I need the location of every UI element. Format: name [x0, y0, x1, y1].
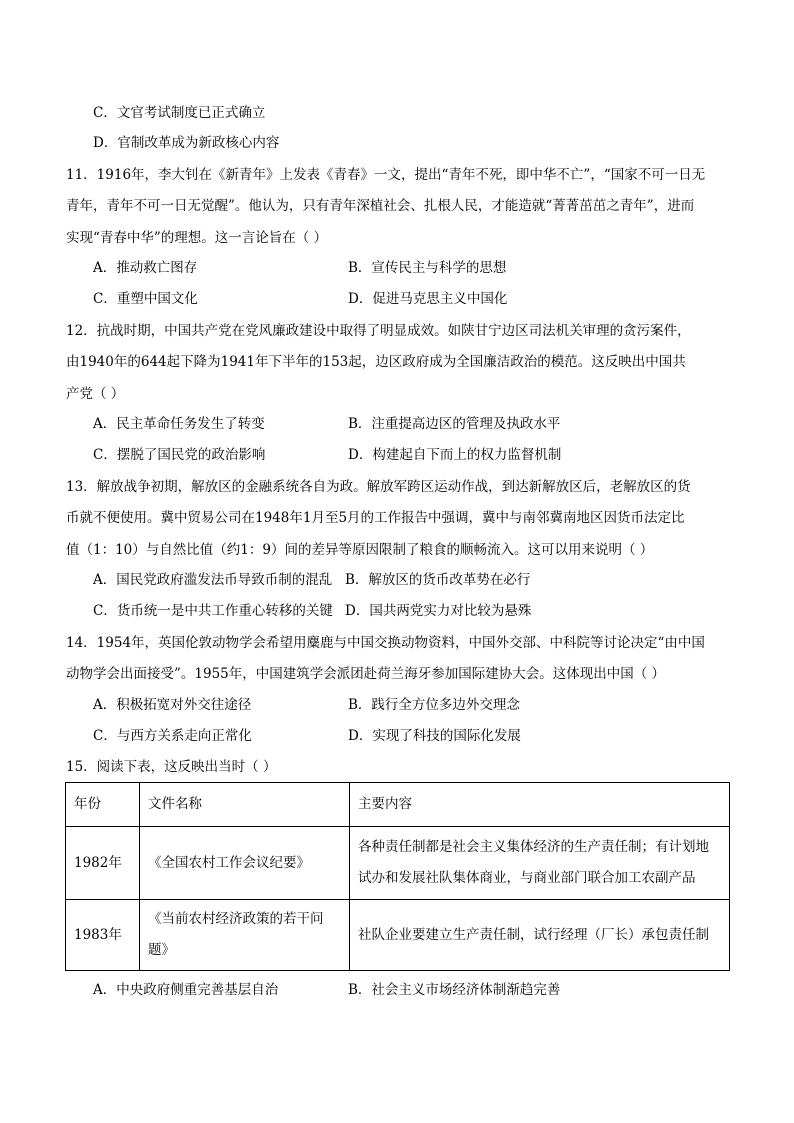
q12-stem-line2: 由1940年的644起下降为1941年下半年的153起，边区政府成为全国廉洁政治的模范。这反映出中国共: [66, 354, 686, 370]
q14-option-a: A．积极拓宽对外交往途径: [93, 697, 252, 713]
q11-stem-line3: 实现“青春中华”的理想。这一言论旨在（ ）: [66, 230, 328, 246]
q11-option-d: D．促进马克思主义中国化: [348, 291, 508, 307]
q12-option-d: D．构建起自下而上的权力监督机制: [348, 447, 562, 463]
cell-content: 各种责任制都是社会主义集体经济的生产责任制；有计划地试办和发展社队集体商业，与商业部门联合加工农副产品: [350, 827, 730, 900]
q12-stem-line3: 产党（ ）: [66, 386, 125, 402]
q13-option-c: C．货币统一是中共工作重心转移的关键: [93, 603, 333, 619]
q13-stem-line3: 值（1：10）与自然比值（约1：9）间的差异等原因限制了粮食的顺畅流入。这可以用来说明（ ）: [66, 542, 654, 558]
q10-option-c: C．文官考试制度已正式确立: [93, 105, 266, 121]
header-year: 年份: [66, 783, 140, 827]
header-content: 主要内容: [350, 783, 730, 827]
cell-doc: 《当前农村经济政策的若干问题》: [140, 900, 350, 971]
cell-content: 社队企业要建立生产责任制，试行经理（厂长）承包责任制: [350, 900, 730, 971]
header-doc: 文件名称: [140, 783, 350, 827]
table-row: [66, 827, 730, 900]
table-header-row: [66, 783, 730, 827]
q13-option-d: D．国共两党实力对比较为悬殊: [345, 603, 532, 619]
q11-stem-line1: 11．1916年，李大钊在《新青年》上发表《青春》一文，提出“青年不死，即中华不亡”，“国家不可一日无: [66, 167, 706, 183]
q13-stem-line2: 币就不便使用。冀中贸易公司在1948年1月至5月的工作报告中强调，冀中与南邻冀南地区因货币法定比: [66, 510, 685, 526]
q11-stem-line2: 青年，青年不可一日无觉醒”。他认为，只有青年深植社会、扎根人民，才能造就“菁菁茁茁之青年”，进而: [66, 198, 695, 214]
q12-option-b: B．注重提高边区的管理及执政水平: [348, 416, 561, 432]
q13-option-a: A．国民党政府滥发法币导致币制的混乱: [93, 572, 333, 588]
q12-option-a: A．民主革命任务发生了转变: [93, 416, 265, 432]
q15-table: [65, 782, 730, 971]
q14-option-b: B．践行全方位多边外交理念: [348, 697, 520, 713]
cell-doc: 《全国农村工作会议纪要》: [140, 827, 350, 900]
cell-year: 1982年: [66, 827, 140, 900]
q15-option-a: A．中央政府侧重完善基层自治: [93, 982, 279, 998]
q14-stem-line2: 动物学会出面接受”。1955年，中国建筑学会派团赴荷兰海牙参加国际建协大会。这体现出中国（ ）: [66, 666, 666, 682]
cell-year: 1983年: [66, 900, 140, 971]
table-row: [66, 900, 730, 971]
q11-option-c: C．重塑中国文化: [93, 291, 198, 307]
q10-option-d: D．官制改革成为新政核心内容: [93, 135, 280, 151]
q14-option-c: C．与西方关系走向正常化: [93, 728, 252, 744]
q12-option-c: C．摆脱了国民党的政治影响: [93, 447, 266, 463]
q11-option-a: A．推动救亡图存: [93, 260, 198, 276]
q15-stem: 15．阅读下表，这反映出当时（ ）: [66, 759, 277, 775]
q13-option-b: B．解放区的货币改革势在必行: [345, 572, 531, 588]
q11-option-b: B．宣传民主与科学的思想: [348, 260, 507, 276]
q13-stem-line1: 13．解放战争初期，解放区的金融系统各自为政。解放军跨区运动作战，到达新解放区后，老解放区的货: [66, 479, 691, 495]
q12-stem-line1: 12．抗战时期，中国共产党在党风廉政建设中取得了明显成效。如陕甘宁边区司法机关审理的贪污案件，: [66, 323, 691, 339]
q14-stem-line1: 14．1954年，英国伦敦动物学会希望用麋鹿与中国交换动物资料，中国外交部、中科院等讨论决定“由中国: [66, 635, 705, 651]
q14-option-d: D．实现了科技的国际化发展: [348, 728, 521, 744]
q15-option-b: B．社会主义市场经济体制渐趋完善: [348, 982, 561, 998]
